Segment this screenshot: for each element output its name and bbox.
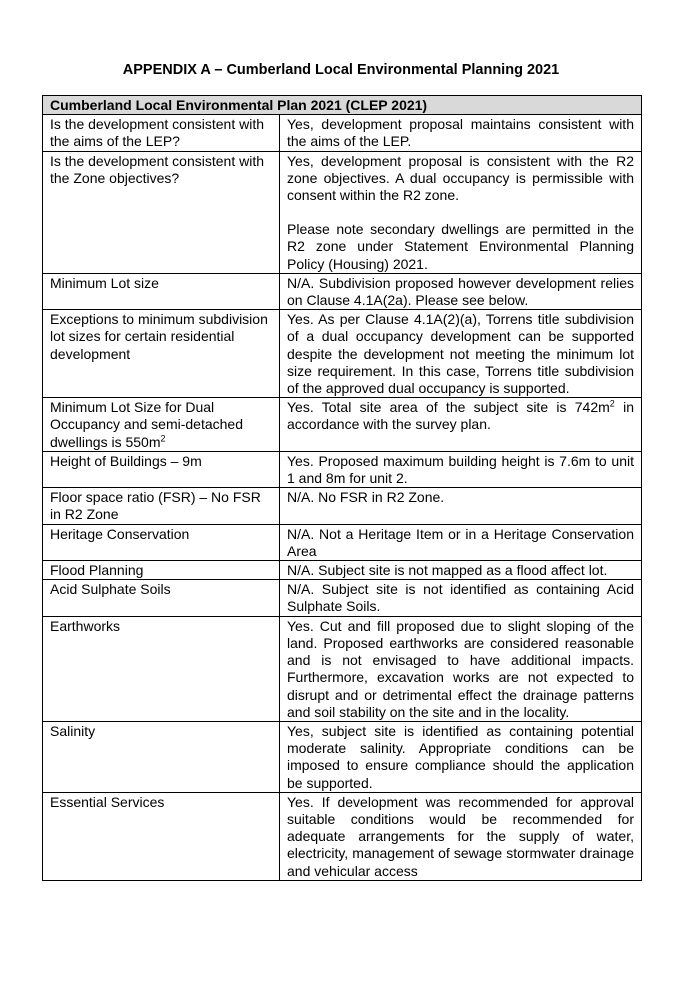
- criterion-cell: Salinity: [43, 721, 280, 792]
- table-row: [43, 310, 642, 398]
- criterion-cell: Is the development consistent with the Zone objectives?: [43, 151, 280, 273]
- response-text: Yes. If development was recommended for approval suitable conditions would be recommended for adequate arrangements for the supply of water, electricity, management of sewage stormwater drainage and vehicular access: [287, 793, 634, 879]
- response-cell: [280, 273, 642, 309]
- response-text: Yes, development proposal maintains consistent with the aims of the LEP.: [287, 116, 634, 150]
- table-header-row: [43, 96, 642, 115]
- criterion-cell: Essential Services: [43, 792, 280, 880]
- response-text: N/A. Subject site is not identified as containing Acid Sulphate Soils.: [287, 581, 634, 615]
- response-cell: [280, 792, 642, 880]
- table-header: Cumberland Local Environmental Plan 2021 (CLEP 2021): [43, 96, 642, 115]
- table-row: [43, 398, 642, 452]
- clep-compliance-table: [42, 95, 642, 881]
- table-row: [43, 792, 642, 880]
- response-text: Yes, development proposal is consistent with the R2 zone objectives. A dual occupancy is permissible with consent within the R2 zone.: [287, 152, 634, 204]
- table-row: [43, 151, 642, 273]
- response-text: N/A. Subdivision proposed however development relies on Clause 4.1A(2a). Please see below.: [287, 274, 634, 309]
- table-row: [43, 115, 642, 151]
- response-text: N/A. Subject site is not mapped as a flood affect lot.: [287, 562, 608, 579]
- criterion-cell: [43, 398, 280, 452]
- table-row: [43, 524, 642, 560]
- response-text: Yes, subject site is identified as containing potential moderate salinity. Appropriate conditions can be imposed to ensure compliance should the application be supported.: [287, 722, 634, 791]
- response-cell: [280, 488, 642, 524]
- response-cell: [280, 310, 642, 398]
- superscript: 2: [160, 433, 166, 443]
- criterion-cell: Acid Sulphate Soils: [43, 580, 280, 616]
- criterion-cell: Exceptions to minimum subdivision lot sizes for certain residential development: [43, 310, 280, 398]
- table-row: [43, 616, 642, 721]
- response-text: [287, 399, 634, 433]
- table-row: [43, 451, 642, 487]
- response-cell: [280, 561, 642, 580]
- response-cell: [280, 524, 642, 560]
- table-row: [43, 580, 642, 616]
- criterion-cell: Heritage Conservation: [43, 524, 280, 560]
- table-row: [43, 561, 642, 580]
- response-text: Yes. As per Clause 4.1A(2)(a), Torrens title subdivision of a dual occupancy development can be supported despite the development not meeting the minimum lot size requirement. In this case, Torrens title subdivision of the approved dual occupancy is supported.: [287, 311, 634, 397]
- table-row: [43, 488, 642, 524]
- criterion-cell: Minimum Lot size: [43, 273, 280, 309]
- criterion-cell: Height of Buildings – 9m: [43, 451, 280, 487]
- response-text-end: in accordance with the survey plan.: [287, 399, 634, 433]
- response-cell: [280, 115, 642, 151]
- criterion-text: Minimum Lot Size for Dual Occupancy and semi-detached dwellings is 550m: [50, 399, 243, 450]
- response-text: Yes. Proposed maximum building height is 7.6m to unit 1 and 8m for unit 2.: [287, 452, 634, 487]
- response-cell: [280, 398, 642, 452]
- response-cell: [280, 151, 642, 273]
- document-title: APPENDIX A – Cumberland Local Environmental Planning 2021: [122, 62, 560, 78]
- response-text: N/A. No FSR in R2 Zone.: [287, 489, 445, 506]
- response-text: Yes. Cut and fill proposed due to slight sloping of the land. Proposed earthworks are considered reasonable and is not envisaged to have additional impacts. Furthermore, excavation works are not expected to disrupt and or detrimental effect the drainage patterns and soil stability on the site and in the locality.: [287, 617, 634, 720]
- table-row: [43, 273, 642, 309]
- response-cell: [280, 616, 642, 721]
- response-text-start: Yes. Total site area of the subject site is 742m: [287, 399, 610, 416]
- superscript: 2: [609, 398, 615, 409]
- criterion-cell: Flood Planning: [43, 561, 280, 580]
- criterion-cell: Floor space ratio (FSR) – No FSR in R2 Zone: [43, 488, 280, 524]
- criterion-cell: Is the development consistent with the aims of the LEP?: [43, 115, 280, 151]
- table-row: [43, 721, 642, 792]
- response-cell: [280, 580, 642, 616]
- response-text: N/A. Not a Heritage Item or in a Heritage Conservation Area: [287, 525, 634, 559]
- response-cell: [280, 451, 642, 487]
- response-note: Please note secondary dwellings are permitted in the R2 zone under Statement Environmental Planning Policy (Housing) 2021.: [287, 221, 634, 272]
- response-cell: [280, 721, 642, 792]
- criterion-cell: Earthworks: [43, 616, 280, 721]
